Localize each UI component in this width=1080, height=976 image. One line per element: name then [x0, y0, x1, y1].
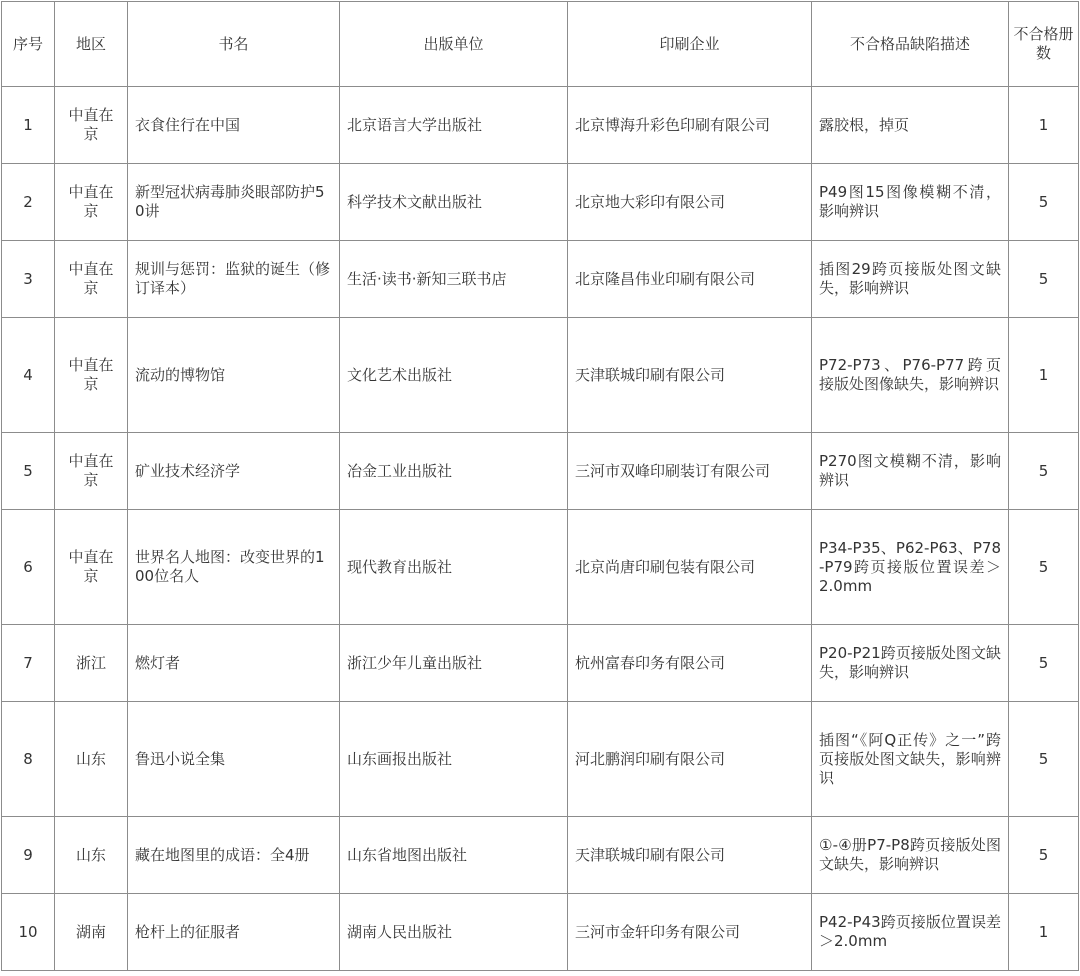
cell-no: 7 — [2, 625, 55, 702]
cell-no: 4 — [2, 318, 55, 433]
header-no: 序号 — [2, 2, 55, 87]
cell-printer: 北京隆昌伟业印刷有限公司 — [568, 241, 812, 318]
cell-count: 1 — [1009, 87, 1079, 164]
cell-defect: P20-P21跨页接版处图文缺失，影响辨识 — [812, 625, 1009, 702]
cell-region: 中直在京 — [55, 510, 128, 625]
cell-publisher: 现代教育出版社 — [340, 510, 568, 625]
cell-count: 5 — [1009, 433, 1079, 510]
cell-defect: P270图文模糊不清，影响辨识 — [812, 433, 1009, 510]
table-row — [2, 433, 1079, 510]
cell-printer: 北京博海升彩色印刷有限公司 — [568, 87, 812, 164]
cell-printer: 三河市双峰印刷装订有限公司 — [568, 433, 812, 510]
table-row — [2, 894, 1079, 971]
cell-count: 1 — [1009, 318, 1079, 433]
table-row — [2, 318, 1079, 433]
cell-publisher: 山东省地图出版社 — [340, 817, 568, 894]
cell-title: 新型冠状病毒肺炎眼部防护50讲 — [128, 164, 340, 241]
cell-region: 山东 — [55, 702, 128, 817]
cell-region: 中直在京 — [55, 433, 128, 510]
cell-defect: P34-P35、P62-P63、P78-P79跨页接版位置误差＞2.0mm — [812, 510, 1009, 625]
cell-title: 世界名人地图：改变世界的100位名人 — [128, 510, 340, 625]
defect-table — [1, 1, 1079, 971]
cell-defect: 插图29跨页接版处图文缺失，影响辨识 — [812, 241, 1009, 318]
table-row — [2, 164, 1079, 241]
cell-no: 8 — [2, 702, 55, 817]
header-region: 地区 — [55, 2, 128, 87]
cell-region: 中直在京 — [55, 318, 128, 433]
cell-count: 5 — [1009, 241, 1079, 318]
header-printer: 印刷企业 — [568, 2, 812, 87]
cell-count: 5 — [1009, 702, 1079, 817]
cell-title: 流动的博物馆 — [128, 318, 340, 433]
table-row — [2, 510, 1079, 625]
cell-publisher: 北京语言大学出版社 — [340, 87, 568, 164]
cell-defect: P42-P43跨页接版位置误差＞2.0mm — [812, 894, 1009, 971]
cell-defect: P72-P73、P76-P77跨页接版处图像缺失，影响辨识 — [812, 318, 1009, 433]
cell-title: 燃灯者 — [128, 625, 340, 702]
cell-publisher: 浙江少年儿童出版社 — [340, 625, 568, 702]
table-row — [2, 817, 1079, 894]
cell-title: 鲁迅小说全集 — [128, 702, 340, 817]
cell-publisher: 科学技术文献出版社 — [340, 164, 568, 241]
cell-region: 湖南 — [55, 894, 128, 971]
cell-defect: P49图15图像模糊不清，影响辨识 — [812, 164, 1009, 241]
cell-defect: 插图“《阿Q正传》之一”跨页接版处图文缺失，影响辨识 — [812, 702, 1009, 817]
cell-printer: 天津联城印刷有限公司 — [568, 817, 812, 894]
cell-publisher: 冶金工业出版社 — [340, 433, 568, 510]
header-defect: 不合格品缺陷描述 — [812, 2, 1009, 87]
table-row — [2, 702, 1079, 817]
cell-count: 5 — [1009, 510, 1079, 625]
cell-publisher: 文化艺术出版社 — [340, 318, 568, 433]
header-title: 书名 — [128, 2, 340, 87]
cell-no: 3 — [2, 241, 55, 318]
cell-region: 中直在京 — [55, 87, 128, 164]
cell-no: 1 — [2, 87, 55, 164]
cell-region: 浙江 — [55, 625, 128, 702]
cell-count: 5 — [1009, 164, 1079, 241]
cell-region: 山东 — [55, 817, 128, 894]
cell-no: 5 — [2, 433, 55, 510]
cell-publisher: 湖南人民出版社 — [340, 894, 568, 971]
table-row — [2, 87, 1079, 164]
header-row — [2, 2, 1079, 87]
cell-region: 中直在京 — [55, 164, 128, 241]
cell-count: 5 — [1009, 817, 1079, 894]
cell-count: 5 — [1009, 625, 1079, 702]
cell-no: 2 — [2, 164, 55, 241]
cell-printer: 天津联城印刷有限公司 — [568, 318, 812, 433]
cell-defect: ①-④册P7-P8跨页接版处图文缺失，影响辨识 — [812, 817, 1009, 894]
cell-region: 中直在京 — [55, 241, 128, 318]
table-row — [2, 241, 1079, 318]
cell-printer: 北京尚唐印刷包装有限公司 — [568, 510, 812, 625]
cell-no: 9 — [2, 817, 55, 894]
cell-title: 枪杆上的征服者 — [128, 894, 340, 971]
cell-title: 藏在地图里的成语：全4册 — [128, 817, 340, 894]
table-row — [2, 625, 1079, 702]
cell-title: 衣食住行在中国 — [128, 87, 340, 164]
header-publisher: 出版单位 — [340, 2, 568, 87]
cell-publisher: 山东画报出版社 — [340, 702, 568, 817]
cell-title: 规训与惩罚：监狱的诞生（修订译本） — [128, 241, 340, 318]
cell-title: 矿业技术经济学 — [128, 433, 340, 510]
header-count: 不合格册数 — [1009, 2, 1079, 87]
cell-printer: 河北鹏润印刷有限公司 — [568, 702, 812, 817]
cell-no: 10 — [2, 894, 55, 971]
cell-printer: 杭州富春印务有限公司 — [568, 625, 812, 702]
cell-printer: 三河市金轩印务有限公司 — [568, 894, 812, 971]
cell-no: 6 — [2, 510, 55, 625]
cell-publisher: 生活·读书·新知三联书店 — [340, 241, 568, 318]
cell-printer: 北京地大彩印有限公司 — [568, 164, 812, 241]
cell-count: 1 — [1009, 894, 1079, 971]
cell-defect: 露胶根，掉页 — [812, 87, 1009, 164]
